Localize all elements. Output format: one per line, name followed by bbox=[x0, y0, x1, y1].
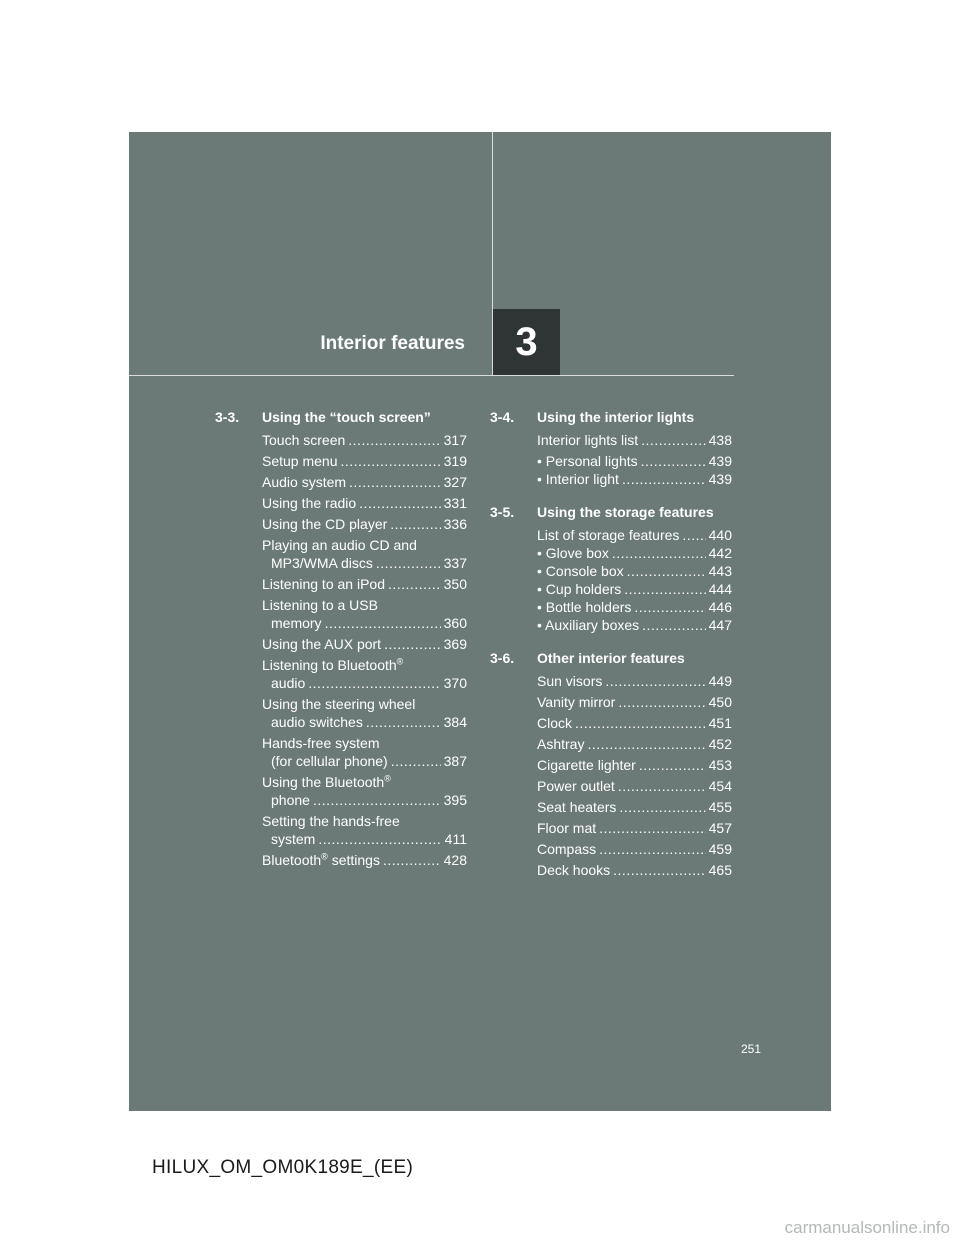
toc-entry-glove-box[interactable]: • Glove box ..... 442 bbox=[537, 544, 732, 562]
toc-entry-clock[interactable]: Clock ..... 451 bbox=[537, 714, 732, 732]
page-ref: 452 bbox=[708, 736, 732, 752]
toc-entry-touch-screen[interactable]: Touch screen ..... 317 bbox=[262, 431, 467, 449]
page-ref: 331 bbox=[443, 495, 467, 511]
toc-section-3-5 bbox=[490, 502, 732, 634]
toc-entry-deck-hooks[interactable]: Deck hooks ..... 465 bbox=[537, 861, 732, 879]
page-ref: 465 bbox=[708, 862, 732, 878]
section-heading[interactable] bbox=[490, 502, 732, 522]
header-divider-horizontal bbox=[129, 375, 734, 376]
section-title: Other interior features bbox=[537, 650, 685, 666]
toc-section-3-4 bbox=[490, 407, 732, 488]
registered-mark: ® bbox=[384, 773, 391, 784]
page-ref: 327 bbox=[443, 474, 467, 490]
section-number: 3-5. bbox=[490, 504, 515, 520]
toc-entry-listening-to-usb[interactable]: Listening to a USB memory ..... 360 bbox=[262, 596, 467, 632]
toc-entry-power-outlet[interactable]: Power outlet ..... 454 bbox=[537, 777, 732, 795]
toc-entry-auxiliary-boxes[interactable]: • Auxiliary boxes ..... 447 bbox=[537, 616, 732, 634]
toc-entry-personal-lights[interactable]: • Personal lights ..... 439 bbox=[537, 452, 732, 470]
section-number: 3-3. bbox=[215, 409, 240, 425]
toc-entry-steering-wheel-audio-switches[interactable]: Using the steering wheel audio switches ..... 384 bbox=[262, 695, 467, 731]
toc-entry-audio-system[interactable]: Audio system ..... 327 bbox=[262, 473, 467, 491]
toc-entry-floor-mat[interactable]: Floor mat ..... 457 bbox=[537, 819, 732, 837]
page-ref: 337 bbox=[443, 555, 467, 571]
page-ref: 449 bbox=[708, 673, 732, 689]
toc-entry-ashtray[interactable]: Ashtray ..... 452 bbox=[537, 735, 732, 753]
page-ref: 447 bbox=[708, 617, 732, 633]
page-ref: 428 bbox=[443, 852, 467, 868]
section-title: Using the storage features bbox=[537, 504, 714, 520]
toc-right-column bbox=[490, 407, 732, 882]
toc-entry-compass[interactable]: Compass ..... 459 bbox=[537, 840, 732, 858]
page-ref: 457 bbox=[708, 820, 732, 836]
page-number: 251 bbox=[741, 1042, 762, 1056]
toc-entry-list-of-storage-features[interactable]: List of storage features ..... 440 bbox=[537, 526, 732, 544]
chapter-number-box: 3 bbox=[493, 309, 560, 375]
page-ref: 384 bbox=[443, 714, 467, 730]
page-ref: 451 bbox=[708, 715, 732, 731]
registered-mark: ® bbox=[321, 851, 328, 862]
section-heading[interactable] bbox=[490, 407, 732, 427]
toc-entry-playing-audio-cd[interactable]: Playing an audio CD and MP3/WMA discs ..... 337 bbox=[262, 536, 467, 572]
toc-entry-using-the-cd-player[interactable]: Using the CD player ..... 336 bbox=[262, 515, 467, 533]
toc-entry-using-the-radio[interactable]: Using the radio ..... 331 bbox=[262, 494, 467, 512]
page-ref: 450 bbox=[708, 694, 732, 710]
toc-section-3-3 bbox=[215, 407, 467, 869]
toc-entry-setting-hands-free-system[interactable]: Setting the hands-free system ..... 411 bbox=[262, 812, 467, 848]
toc-section-3-6 bbox=[490, 648, 732, 879]
toc-entry-listening-to-bluetooth-audio[interactable]: Listening to Bluetooth® audio ..... 370 bbox=[262, 656, 467, 692]
page-ref: 411 bbox=[444, 831, 467, 847]
section-heading[interactable] bbox=[490, 648, 732, 668]
toc-entry-vanity-mirror[interactable]: Vanity mirror ..... 450 bbox=[537, 693, 732, 711]
section-number: 3-4. bbox=[490, 409, 515, 425]
watermark: carmanualsonline.info bbox=[784, 1218, 950, 1237]
page-ref: 439 bbox=[708, 471, 732, 487]
toc-entry-bottle-holders[interactable]: • Bottle holders ..... 446 bbox=[537, 598, 732, 616]
toc-entry-seat-heaters[interactable]: Seat heaters ..... 455 bbox=[537, 798, 732, 816]
page-ref: 319 bbox=[443, 453, 467, 469]
page-ref: 438 bbox=[708, 432, 732, 448]
toc-entry-setup-menu[interactable]: Setup menu ..... 319 bbox=[262, 452, 467, 470]
document-code: HILUX_OM_OM0K189E_(EE) bbox=[152, 1157, 414, 1178]
page-ref: 455 bbox=[708, 799, 732, 815]
page-ref: 454 bbox=[708, 778, 732, 794]
toc-entry-using-aux-port[interactable]: Using the AUX port ..... 369 bbox=[262, 635, 467, 653]
page-ref: 395 bbox=[443, 792, 467, 808]
toc-entry-cup-holders[interactable]: • Cup holders ..... 444 bbox=[537, 580, 732, 598]
toc-entry-bluetooth-settings[interactable]: Bluetooth® settings ..... 428 bbox=[262, 851, 467, 869]
page-ref: 387 bbox=[443, 753, 467, 769]
section-title: Using the “touch screen” bbox=[262, 409, 431, 425]
page-ref: 453 bbox=[708, 757, 732, 773]
toc-entry-using-bluetooth-phone[interactable]: Using the Bluetooth® phone ..... 395 bbox=[262, 773, 467, 809]
section-number: 3-6. bbox=[490, 650, 515, 666]
toc-entry-hands-free-system[interactable]: Hands-free system (for cellular phone) ..... 387 bbox=[262, 734, 467, 770]
page-ref: 459 bbox=[708, 841, 732, 857]
page-ref: 440 bbox=[708, 527, 732, 543]
page-ref: 446 bbox=[708, 599, 732, 615]
toc-entry-console-box[interactable]: • Console box ..... 443 bbox=[537, 562, 732, 580]
page-ref: 369 bbox=[443, 636, 467, 652]
toc-entry-interior-lights-list[interactable]: Interior lights list ..... 438 bbox=[537, 431, 732, 449]
page-ref: 442 bbox=[708, 545, 732, 561]
page-ref: 443 bbox=[708, 563, 732, 579]
chapter-title: Interior features bbox=[320, 333, 465, 354]
page-ref: 444 bbox=[708, 581, 732, 597]
toc-entry-cigarette-lighter[interactable]: Cigarette lighter ..... 453 bbox=[537, 756, 732, 774]
toc-entry-interior-light[interactable]: • Interior light ..... 439 bbox=[537, 470, 732, 488]
section-heading[interactable] bbox=[215, 407, 467, 427]
page-ref: 439 bbox=[708, 453, 732, 469]
page-ref: 350 bbox=[443, 576, 467, 592]
page-ref: 370 bbox=[443, 675, 467, 691]
page-ref: 317 bbox=[443, 432, 467, 448]
page-ref: 360 bbox=[443, 615, 467, 631]
registered-mark: ® bbox=[396, 656, 404, 667]
toc-entry-listening-to-ipod[interactable]: Listening to an iPod ..... 350 bbox=[262, 575, 467, 593]
toc-left-column bbox=[215, 407, 467, 872]
section-title: Using the interior lights bbox=[537, 409, 695, 425]
toc-entry-sun-visors[interactable]: Sun visors ..... 449 bbox=[537, 672, 732, 690]
page-ref: 336 bbox=[443, 516, 467, 532]
